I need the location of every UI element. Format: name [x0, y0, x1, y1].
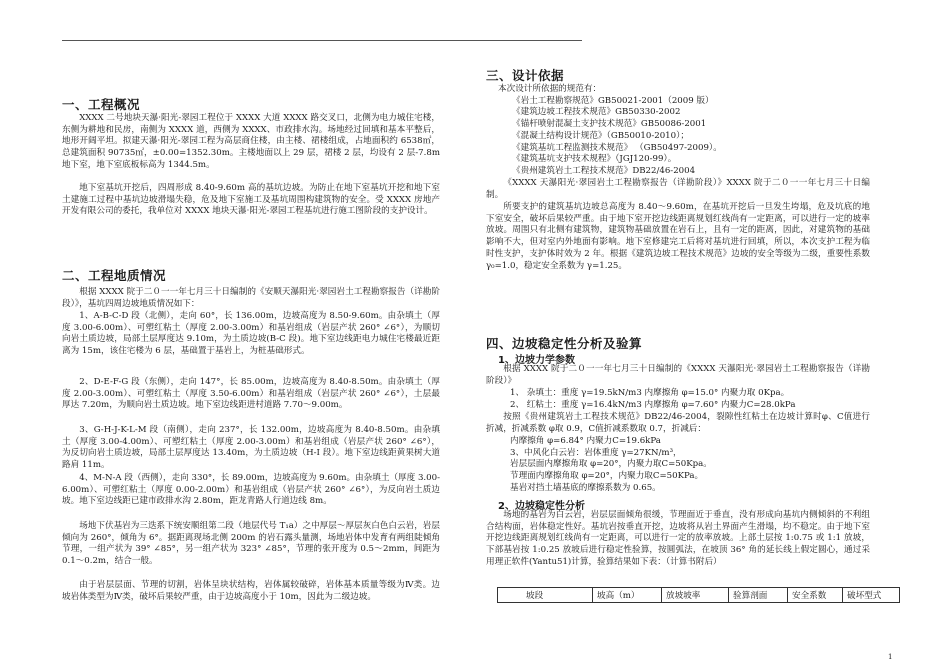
- stability-results-table: [497, 587, 900, 603]
- parameters-list: [510, 388, 795, 411]
- parameter-fill: 1、 杂填土：重度 γ=19.5kN/m3 内摩擦角 φ=15.0° 内聚力取 0Kpa。: [510, 388, 790, 398]
- parameter-joint: 节理面内摩擦角取 φ=20°，内聚力取C=50KPa。: [510, 471, 704, 482]
- reference-list: [498, 84, 722, 178]
- section-title-stability: 四、边坡稳定性分析及验算: [486, 336, 643, 351]
- reference-item: 《岩土工程勘察规范》GB50021-2001（2009 版）: [512, 95, 714, 106]
- reference-item: 《建筑基坑支护技术规程》（JGJ120-99）。: [512, 154, 677, 165]
- table-header-cell: 坡高（m）: [593, 588, 662, 603]
- reference-item: 《锚杆喷射混凝土支护技术规范》GB50086-2001: [512, 119, 707, 130]
- geology-paragraph-west: 4、M-N-A 段（西侧），走向 330°，长 89.00m，边坡高度为 9.60m。由杂填土（厚度 3.00-6.00m）、可塑红粘土（厚度 0.00-2.00m）和基岩组成（岩层产状 260° ∠6°），为反向岩土质边坡。地下室边线距已建市政排水沟 2.80m，距龙青路人行道边线 8m。: [62, 473, 440, 507]
- reference-item: 《建筑基坑工程监测技术规范》 （GB50497-2009）。: [512, 142, 722, 153]
- table-header-cell: 安全系数: [788, 588, 843, 603]
- survey-report-reference: 《XXXX 天瀑阳光·翠园岩土工程勘察报告（详勘阶段）》XXXX 院于二０一一年七月三十日编制。: [486, 178, 870, 200]
- parameter-red-clay: 2、 红粘土：重度 γ=16.4kN/m3 内摩擦角 φ=7.60° 内聚力C=28.0kPa: [510, 399, 796, 410]
- header-rule: [62, 40, 582, 41]
- support-design-paragraph: 所要支护的建筑基坑边坡总高度为 8.40～9.60m，在基坑开挖后一旦发生垮塌，危及坑底的地下室安全，破坏后果较严重。由于地下室开挖边线距离规划红线尚有一定距离，可以进行一定的坡率放坡。周围只有北侧有建筑物，建筑物基础放置在岩石上，且有一定的距离，因此，对建筑物的基础影响不大，但对室内外地面有影响。地下室修建完工后将对基坑进行回填，所以，本次支护工程为临时性支护，支护体时效为 2 年。根据《建筑边坡工程技术规范》边坡的安全等级为二级，重要性系数 γ₀=1.0，稳定安全系数为 γ=1.25。: [486, 202, 870, 271]
- stability-analysis-paragraph: 场地的基岩为白云岩，岩层层面倾角很缓，节理面近于垂直，没有形成向基坑内侧倾斜的不利组合结构面，岩体稳定性好。基坑岩按垂直开挖，边坡将从岩土界面产生滑塌，均不稳定。由于地下室开挖边线距离规划红线尚有一定距离，可以进行一定的放率放坡。上部土层按 1:0.75 或 1:1 放坡，下部基岩按 1:0.25 放坡后进行稳定性验算，按圆弧法，在坡顶 36° 角的延长线上假定圆心，通过采用理正软件(Yantu51)计算，验算结果如下表：（计算书附后）: [486, 510, 870, 567]
- overview-paragraph-1: XXXX 二号地块天瀑·阳光-翠园工程位于 XXXX 大道 XXXX 路交叉口，北侧为电力城住宅楼，东侧为耕地和民房，南侧为 XXXX 道，西侧为 XXXX、市政排水沟。场地经过回填和基本平整后，地形开阔平坦。拟建天瀑·阳光-翠园工程为高层商住楼，由主楼、裙楼组成，占地面积约 6538㎡，总建筑面积 90735㎡，±0.00=1352.30m。主楼地面以上 29 层，裙楼 2 层，均设有 2 层-7.8m 地下室，地下室底板标高为 1344.5m。: [62, 113, 440, 170]
- geology-paragraph-intro: 根据 XXXX 院于二０一一年七月三十日编制的《安顺天瀑阳光·翠园岩土工程勘察报告（详勘阶段）》，基坑四周边坡地质情况如下：: [62, 287, 440, 309]
- section-title-design-basis: 三、设计依据: [486, 68, 565, 83]
- geology-paragraph-east: 2、D-E-F-G 段（东侧），走向 147°，长 85.00m，边坡高度为 8.40-8.50m。由杂填土（厚度 2.00-3.00m）、可塑红粘土（厚度 3.50-6.00m）和基岩组成（岩层产状 260° ∠6°），土层最厚达 7.20m，为顺向岩土质边坡。地下室边线距进村道路 7.70～9.00m。: [62, 377, 440, 411]
- subsection-title-parameters: 1、边坡力学参数: [498, 355, 575, 366]
- reference-item: 《建筑边坡工程技术规范》GB50330-2002: [512, 107, 681, 118]
- parameter-friction: 基岩对挡土墙基底的摩擦系数为 0.65。: [510, 482, 661, 493]
- table-header-cell: 坡段: [498, 588, 593, 603]
- geology-paragraph-south: 3、G-H-J-K-L-M 段（南侧），走向 237°，长 132.00m，边坡高度为 8.40-8.50m。由杂填土（厚度 3.00-4.00m）、可塑红粘土（厚度 2.00-3.00m）和基岩组成（岩层产状 260° ∠6°），为反切向岩土质边坡，局部土层厚度达 13.40m，为土质边坡（H-I 段）。地下室边线距黄果树大道路肩 11m。: [62, 425, 440, 471]
- section-title-overview: 一、工程概况: [62, 97, 141, 112]
- reference-intro: 本次设计所依据的规范有：: [498, 84, 602, 94]
- parameter-dolomite: 3、中风化白云岩：岩体重度 γ=27KN/m³，: [510, 447, 682, 458]
- overview-paragraph-2: 地下室基坑开挖后，四周形成 8.40-9.60m 高的基坑边坡。为防止在地下室基坑开挖和地下室土建施工过程中基坑边坡滑塌失稳，危及地下室施工及基坑周围构建筑物的安全。受 XXXX 房地产开发有限公司的委托，我单位对 XXXX 地块天瀑·阳光-翠园工程基坑进行施工图阶段的支护设计。: [62, 183, 440, 217]
- geology-paragraph-north: 1、A-B-C-D 段（北侧），走向 60°，长 136.00m，边坡高度为 8.50-9.60m。由杂填土（厚度 3.00-6.00m）、可塑红粘土（厚度 2.00-3.00m）和基岩组成（岩层产状 260° ∠6°），为顺切向岩土质边坡，局部土层厚度达 9.10m，为土质边坡(B-C 段)。地下室边线距电力城住宅楼最近距离为 15m，该住宅楼为 6 层，基础置于基岩上，为桩基础形式。: [62, 311, 440, 357]
- geology-paragraph-bedrock: 场地下伏基岩为三迭系下统安顺组第二段（地层代号 T₁a）之中厚层～厚层灰白色白云岩，岩层倾向为 260°，倾角为 6°。据距离现场北侧 200m 的岩石露头量测，场地岩体中发育有两组陡倾角节理，一组产状为 39° ∠85°，另一组产状为 323° ∠85°，节理的张开度为 0.5～2mm，间距为 0.1～0.2m，结合一般。: [62, 521, 440, 567]
- table-header-cell: 验算剖面: [729, 588, 788, 603]
- parameters-list-2: [510, 436, 712, 495]
- table-header-cell: 破坏型式: [843, 588, 900, 603]
- reference-item: 《混凝土结构设计规范》（GB50010-2010）；: [512, 130, 690, 141]
- page-number: 1: [888, 653, 893, 661]
- parameter-reduced: 内摩擦角 φ=6.84° 内聚力C=19.6kPa: [510, 436, 661, 446]
- geology-paragraph-classification: 由于岩层层面、节理的切割，岩体呈块状结构，岩体属较破碎，岩体基本质量等级为Ⅳ类。边坡岩体类型为Ⅳ类，破坏后果较严重，由于边坡高度小于 10m，因此为二级边坡。: [62, 580, 440, 602]
- table-header-cell: 放坡坡率: [662, 588, 729, 603]
- parameter-reduction-note: 按照《贵州建筑岩土工程技术规范》DB22/46-2004，裂隙性红粘土在边坡计算时φ、C值进行折减，折减系数 φ取 0.9，C值折减系数取 0.7，折减后：: [486, 412, 870, 434]
- table-header-row: [498, 588, 900, 603]
- subsection-title-stability-analysis: 2、边坡稳定性分析: [498, 501, 585, 512]
- parameter-bedding: 岩层层面内摩擦角取 φ=20°，内聚力取C=50Kpa。: [510, 459, 712, 470]
- section-title-geology: 二、工程地质情况: [62, 268, 167, 283]
- parameters-source-paragraph: 根据 XXXX 院于二０一一年七月三十日编制的《XXXX 天瀑阳光·翠园岩土工程勘察报告（详勘阶段）》: [486, 364, 870, 386]
- reference-item: 《贵州建筑岩土工程技术规范》DB22/46-2004: [512, 165, 696, 176]
